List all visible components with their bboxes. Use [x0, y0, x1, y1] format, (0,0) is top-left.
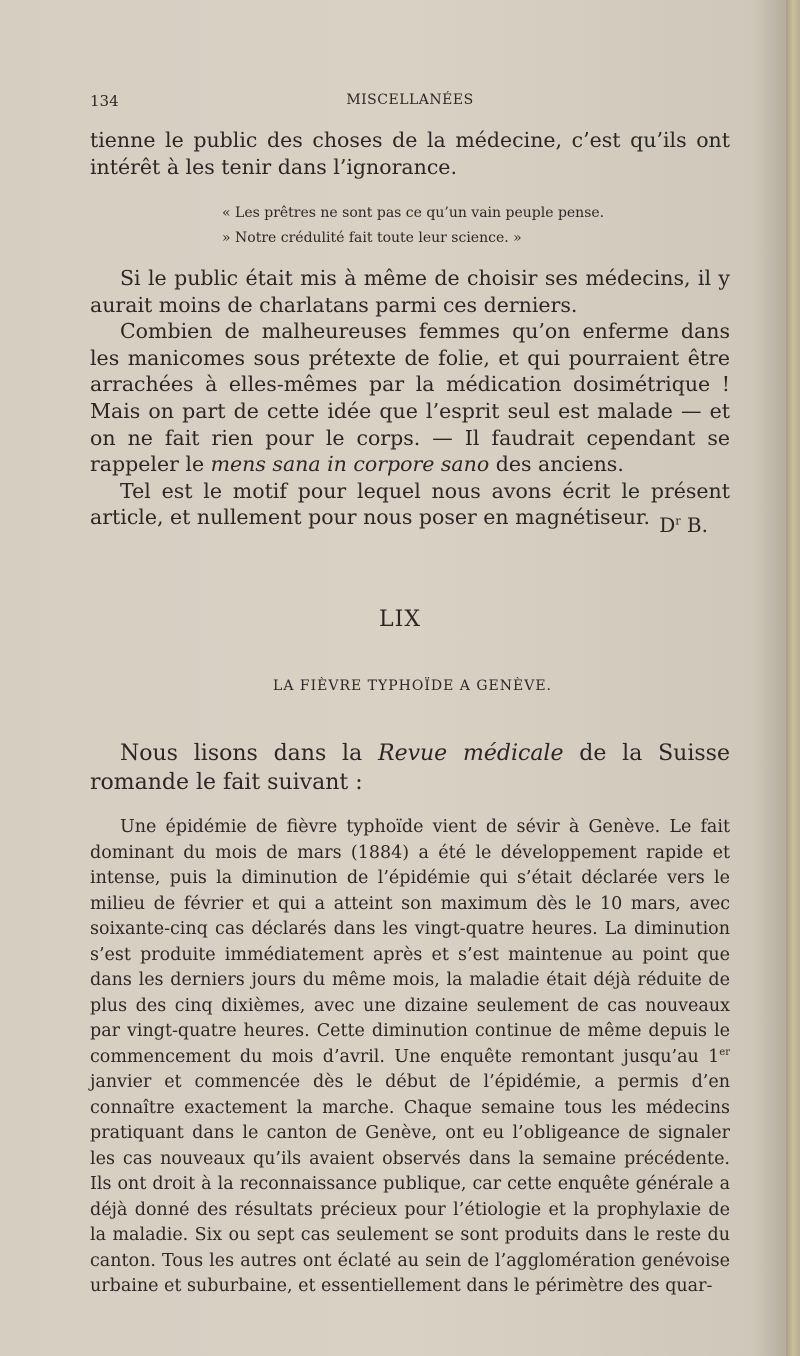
body-text-2: janvier et commencée dès le début de l’épidémie, a permis d’en connaître exactement la marche. Chaque semaine tous les médecins pratiquant dans le canton de Genève, ont eu l’obligeance de signaler les cas nouveaux qu’ils avaient observés dans la semaine précédente. Ils ont droit à la reconnaissance publique, car cette enquête générale a déjà donné des résultats précieux pour l’étiologie et la prophylaxie de la maladie. Six ou sept cas seulement se sont produits dans le reste du canton. Tous les autres ont éclaté au sein de l’agglomération genévoise urbaine et suburbaine, et essentiellement dans le périmètre des quar- — [90, 1072, 730, 1296]
signature-sup: r — [675, 514, 681, 528]
paragraph-continuation — [90, 127, 730, 180]
verse-quote — [222, 201, 604, 251]
quoted-body — [90, 815, 730, 1300]
intro-paragraph — [90, 739, 730, 797]
body-text-1: Une épidémie de fièvre typhoïde vient de sévir à Genève. Le fait dominant du mois de mars (1884) a été le développement rapide et intense, puis la diminution de l’épidémie qui s’était déclarée vers le milieu de février et qui a atteint son maximum dès le 10 mars, avec soixante-cinq cas déclarés dans les vingt-quatre heures. La diminution s’est produite immédiatement après et s’est maintenue au point que dans les derniers jours du même mois, la maladie était déjà réduite de plus des cinq dixièmes, avec une dizaine seulement de cas nouveaux par vingt-quatre heures. Cette diminution continue de même depuis le commencement du mois d’avril. Une enquête remontant jusqu’au 1 — [90, 817, 730, 1067]
page-number: 134 — [90, 92, 119, 110]
chapter-number: LIX — [379, 607, 421, 632]
quote-line-1: « Les prêtres ne sont pas ce qu’un vain peuple pense. — [222, 205, 605, 221]
paragraph-4: Tel est le motif pour lequel nous avons écrit le présent article, et nullement pour nous poser en magnétiseur. — [90, 478, 730, 530]
paragraph-1-text: tienne le public des choses de la médecine, c’est qu’ils ont intérêt à les tenir dans l’ignorance. — [90, 128, 730, 179]
quote-line-2: » Notre crédulité fait toute leur science. » — [222, 230, 522, 246]
signature-prefix: D — [659, 513, 676, 537]
paragraph-3 — [90, 318, 730, 478]
paragraphs-block — [90, 265, 730, 531]
body-paragraph — [90, 815, 730, 1300]
latin-quote: mens sana in corpore sano — [210, 452, 490, 477]
paragraph-3-text: Combien de malheureuses femmes qu’on enferme dans les manicomes sous prétexte de folie, et qui pourraient être arrachées à elles-mêmes par la médication dosimétrique ! Mais on part de cette idée que l’esprit seul est malade — et on ne fait rien pour le corps. — Il faudrait cependant se rappeler le — [90, 319, 730, 477]
signature — [600, 513, 708, 537]
body-sup: er — [719, 1046, 730, 1058]
chapter-title: LA FIÈVRE TYPHOÏDE A GENÈVE. — [273, 678, 552, 694]
intro-text — [90, 739, 730, 797]
running-head: MISCELLANÉES — [346, 92, 474, 108]
intro-end: de la Suisse romande le fait suivant : — [90, 741, 730, 795]
page-header — [90, 92, 730, 116]
intro-start: Nous lisons dans la — [120, 741, 378, 766]
paragraph-2: Si le public était mis à même de choisir ses médecins, il y aurait moins de charlatans parmi ces derniers. — [90, 266, 730, 317]
signature-name: B. — [680, 513, 708, 537]
paragraph-3-end: des anciens. — [489, 452, 624, 477]
journal-title: Revue médicale — [378, 741, 564, 766]
